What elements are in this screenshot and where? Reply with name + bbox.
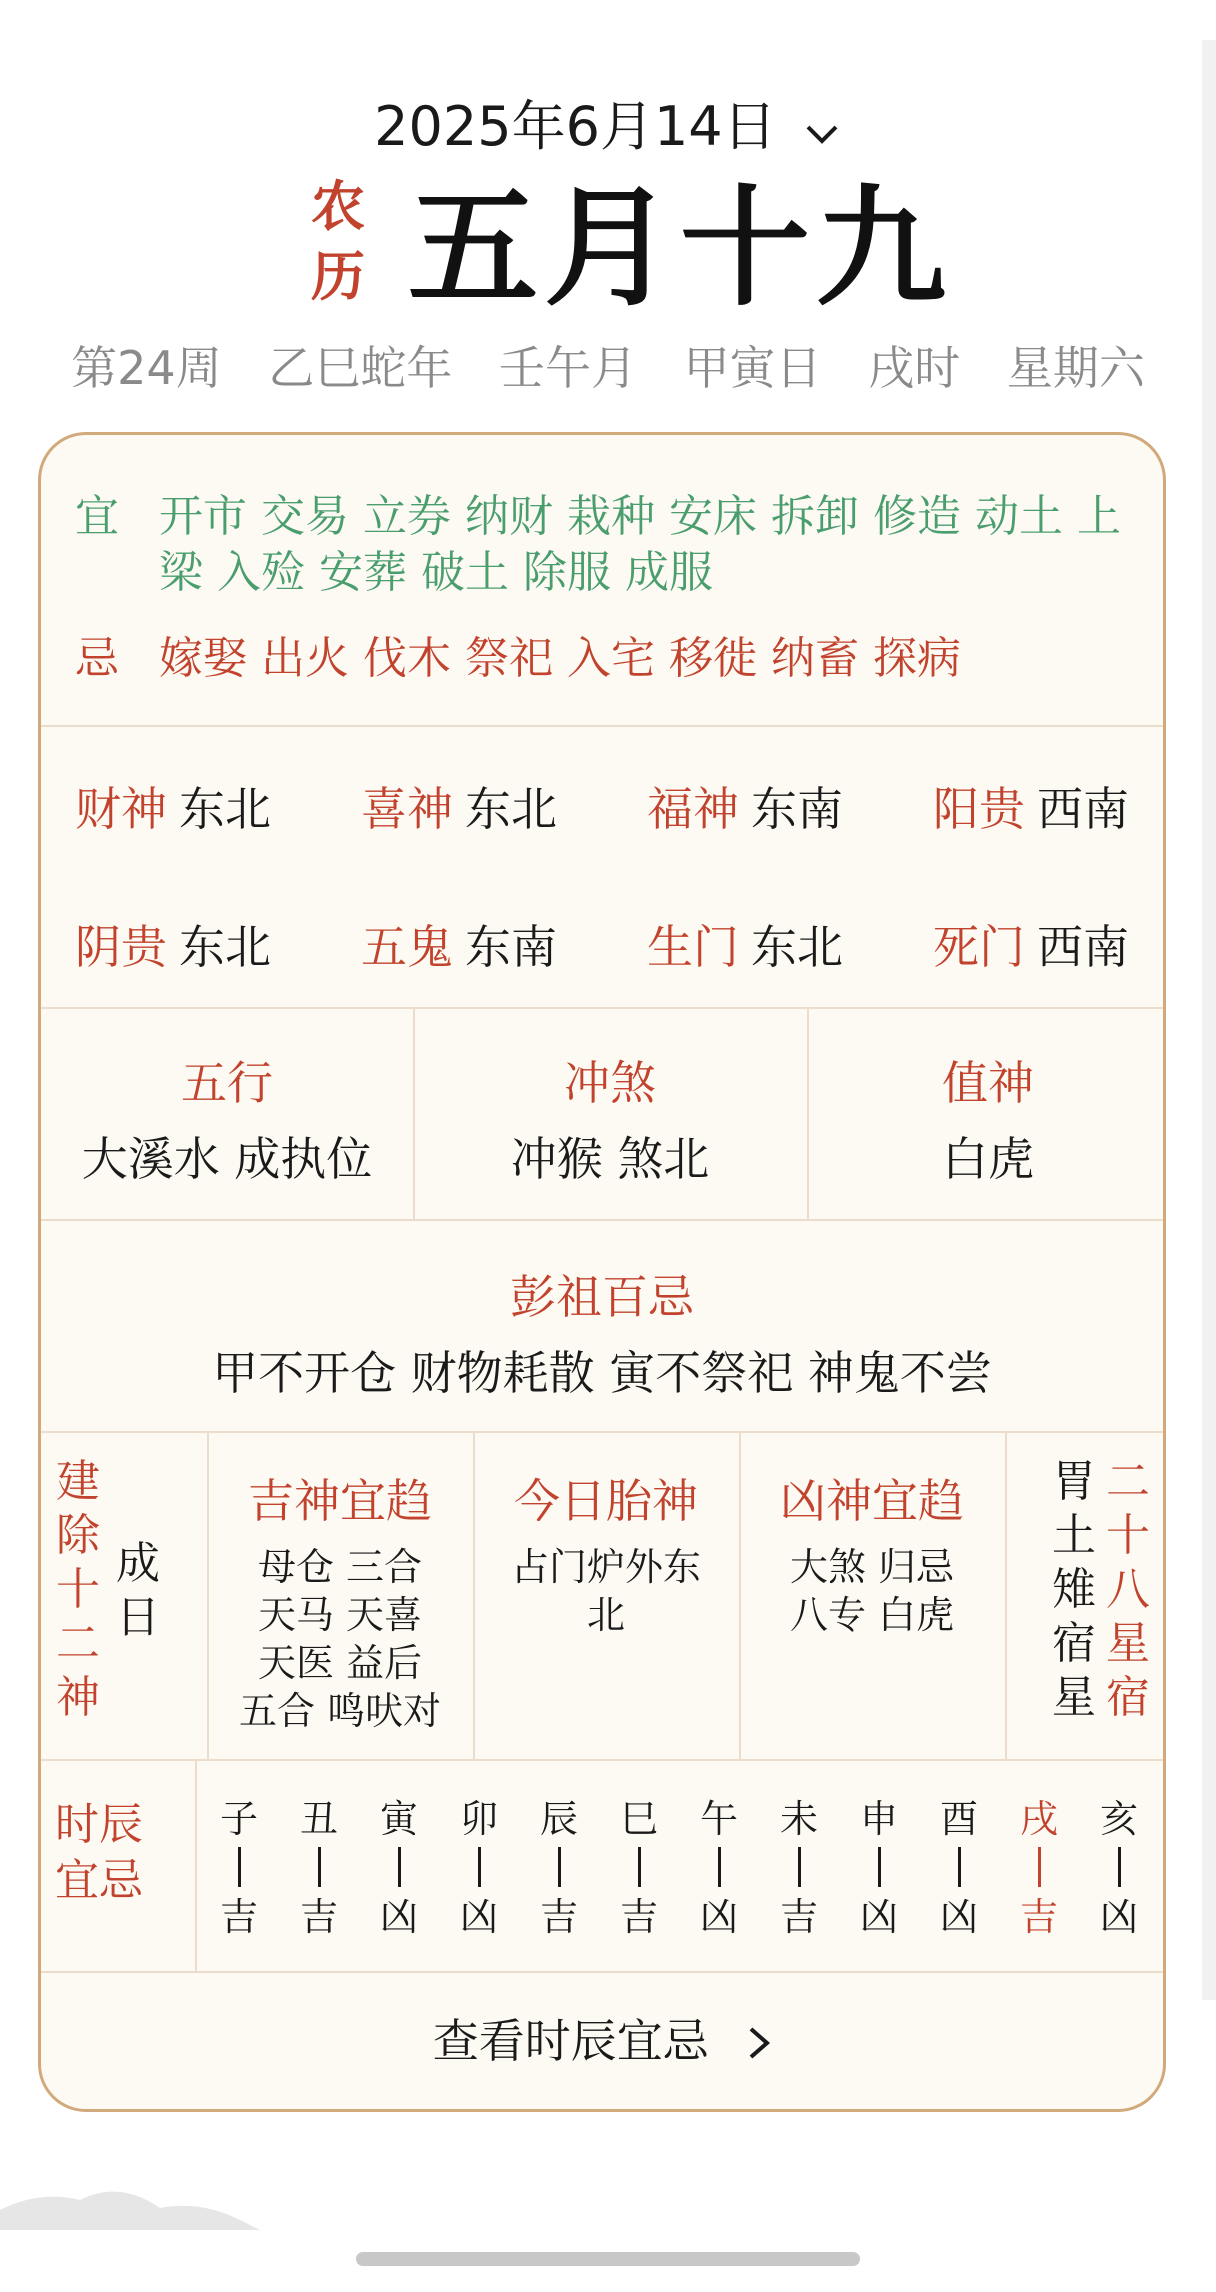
hour-bar: [238, 1847, 241, 1887]
direction-value: 西南: [1037, 920, 1129, 974]
chongsha-title: 冲煞: [564, 1056, 656, 1110]
direction-name: 阳贵: [933, 782, 1025, 836]
xingxiu-label-char: 宿: [1106, 1672, 1150, 1723]
hour-branch: 卯: [459, 1797, 498, 1841]
hour-item-you[interactable]: [929, 1795, 989, 1941]
xingxiu-label-char: 八: [1106, 1564, 1150, 1615]
jianchu-label-char: 建: [56, 1456, 100, 1507]
shichen-label-line: 宜忌: [55, 1855, 143, 1906]
direction-item: [361, 773, 557, 839]
hour-branch: 寅: [379, 1797, 418, 1841]
xiongshen-list: [739, 1543, 1005, 1639]
zhishen-value: 白虎: [942, 1132, 1034, 1186]
almanac-card: [38, 432, 1166, 2112]
ji-item: 入宅: [567, 633, 655, 684]
hour-item-zi[interactable]: [209, 1795, 269, 1941]
divider: [195, 1759, 197, 1971]
hour-luck: 凶: [1099, 1895, 1138, 1939]
xingxiu-value-char: 土: [1052, 1510, 1096, 1561]
direction-value: 东北: [751, 920, 843, 974]
yi-item: 上梁: [159, 491, 1121, 598]
xingxiu-label-char: 星: [1106, 1618, 1150, 1669]
yi-list: [159, 489, 1159, 601]
zhishen-title: 值神: [942, 1056, 1034, 1110]
hour-branch: 酉: [939, 1797, 978, 1841]
hour-bar: [798, 1847, 801, 1887]
shichen-label: [55, 1797, 143, 1909]
hour-item-chen[interactable]: [529, 1795, 589, 1941]
week-number: 第24周: [71, 341, 222, 395]
hour-bar: [638, 1847, 641, 1887]
hour-item-shen[interactable]: [849, 1795, 909, 1941]
direction-value: 东南: [465, 920, 557, 974]
hour-luck: 吉: [1019, 1895, 1058, 1939]
jianchu-value: [113, 1537, 163, 1645]
jianchu-value-char: 日: [116, 1592, 160, 1643]
direction-name: 福神: [647, 782, 739, 836]
jishen-line: 天马 天喜: [257, 1593, 423, 1637]
direction-item: [933, 911, 1129, 977]
xingxiu-label-char: 二: [1106, 1456, 1150, 1507]
yi-item: 栽种: [567, 491, 655, 542]
jianchu-label-char: 二: [56, 1618, 100, 1669]
ji-item: 探病: [873, 633, 961, 684]
hour-item-xu[interactable]: [1009, 1795, 1069, 1941]
hour-luck: 凶: [379, 1895, 418, 1939]
hour-branch: 未: [779, 1797, 818, 1841]
yi-item: 动土: [975, 491, 1063, 542]
year-ganzhi: 乙巳蛇年: [268, 341, 453, 395]
ji-item: 移徙: [669, 633, 757, 684]
taishen-line: 占门炉外东: [510, 1545, 701, 1589]
hour-item-yin[interactable]: [369, 1795, 429, 1941]
taishen-line: 北: [586, 1593, 625, 1637]
jianchu-label-char: 除: [56, 1510, 100, 1561]
hour-item-wei[interactable]: [769, 1795, 829, 1941]
shichen-label-line: 时辰: [55, 1799, 143, 1850]
hour-luck: 吉: [219, 1895, 258, 1939]
chongsha-value: 冲猴 煞北: [510, 1132, 710, 1186]
date-label: 2025年6月14日: [374, 95, 777, 158]
xiongshen-title: 凶神宜趋: [780, 1474, 964, 1528]
direction-value: 西南: [1037, 782, 1129, 836]
divider: [41, 1219, 1163, 1221]
hour-bar: [718, 1847, 721, 1887]
hour-item-wu[interactable]: [689, 1795, 749, 1941]
jishen-list: [207, 1543, 473, 1735]
divider: [41, 725, 1163, 727]
hour-luck: 吉: [779, 1895, 818, 1939]
divider: [1005, 1431, 1007, 1759]
direction-item: [75, 911, 271, 977]
hour-branch: 戌: [1019, 1797, 1058, 1841]
hour-luck: 凶: [939, 1895, 978, 1939]
hour-branch: 午: [699, 1797, 738, 1841]
yi-item: 开市: [159, 491, 247, 542]
hour-bar: [318, 1847, 321, 1887]
lunar-date: 五月十九: [408, 172, 953, 324]
hour-luck: 吉: [619, 1895, 658, 1939]
wuxing-title: 五行: [181, 1056, 273, 1110]
direction-value: 东北: [179, 920, 271, 974]
view-shichen-label: 查看时辰宜忌: [432, 2014, 709, 2068]
scrollbar[interactable]: [1202, 40, 1216, 2000]
hour-branch: 子: [219, 1797, 258, 1841]
xingxiu-value-char: 宿: [1052, 1618, 1096, 1669]
jianchu-label-char: 十: [56, 1564, 100, 1615]
yi-item: 修造: [873, 491, 961, 542]
hour-luck: 凶: [459, 1895, 498, 1939]
ji-item: 纳畜: [771, 633, 859, 684]
yi-item: 安葬: [319, 547, 407, 598]
divider: [41, 1007, 1163, 1009]
jishen-line: 母仓 三合: [257, 1545, 423, 1589]
ji-item: 伐木: [363, 633, 451, 684]
jianchu-label-char: 神: [56, 1672, 100, 1723]
wuxing-value: 大溪水 成执位: [81, 1132, 373, 1186]
direction-item: [647, 911, 843, 977]
divider: [41, 1759, 1163, 1761]
hour-luck: 吉: [539, 1895, 578, 1939]
pengzu-value: 甲不开仓 财物耗散 寅不祭祀 神鬼不尝: [212, 1346, 992, 1400]
direction-name: 死门: [933, 920, 1025, 974]
yi-item: 入殓: [217, 547, 305, 598]
chevron-down-icon: [802, 99, 842, 162]
ji-item: 嫁娶: [159, 633, 247, 684]
lunar-date-row: [0, 172, 1216, 322]
xingxiu-label-char: 十: [1106, 1510, 1150, 1561]
yi-item: 成服: [625, 547, 713, 598]
day-ganzhi: 甲寅日: [683, 341, 822, 395]
hour-branch: 巳: [619, 1797, 658, 1841]
xiongshen-line: 大煞 归忌: [789, 1545, 955, 1589]
direction-name: 阴贵: [75, 920, 167, 974]
ji-item: 祭祀: [465, 633, 553, 684]
direction-item: [647, 773, 843, 839]
home-indicator[interactable]: [356, 2252, 860, 2266]
lunar-tag: [308, 172, 368, 312]
date-selector[interactable]: [0, 84, 1216, 162]
yi-label: 宜: [75, 491, 119, 542]
hour-branch: 丑: [299, 1797, 338, 1841]
xingxiu-label: [1103, 1455, 1153, 1725]
hour-item-chou[interactable]: [289, 1795, 349, 1941]
yi-item: 交易: [261, 491, 349, 542]
taishen-title: 今日胎神: [514, 1474, 698, 1528]
jishen-line: 五合 鸣吠对: [238, 1689, 442, 1733]
lunar-tag-char: 历: [311, 245, 365, 308]
jianchu-value-char: 成: [116, 1538, 160, 1589]
hour-luck: 凶: [859, 1895, 898, 1939]
month-ganzhi: 壬午月: [498, 341, 637, 395]
pengzu-title: 彭祖百忌: [510, 1270, 694, 1324]
hour-bar: [958, 1847, 961, 1887]
weekday: 星期六: [1006, 341, 1145, 395]
hour-luck: 吉: [299, 1895, 338, 1939]
ji-list: [159, 631, 1159, 687]
direction-value: 东南: [751, 782, 843, 836]
jishen-title: 吉神宜趋: [248, 1474, 432, 1528]
hour-luck: 凶: [699, 1895, 738, 1939]
direction-name: 生门: [647, 920, 739, 974]
hour-branch: 申: [859, 1797, 898, 1841]
hour-bar: [478, 1847, 481, 1887]
taishen-list: [473, 1543, 739, 1639]
hour-ganzhi: 戌时: [868, 341, 961, 395]
direction-name: 财神: [75, 782, 167, 836]
hour-bar: [558, 1847, 561, 1887]
direction-name: 五鬼: [361, 920, 453, 974]
hour-bar: [1038, 1847, 1041, 1887]
jianchu-label: [53, 1455, 103, 1725]
direction-item: [75, 773, 271, 839]
ji-label: 忌: [75, 633, 119, 684]
lunar-tag-char: 农: [311, 175, 365, 238]
yi-item: 拆卸: [771, 491, 859, 542]
yi-item: 除服: [523, 547, 611, 598]
direction-value: 东北: [179, 782, 271, 836]
hour-item-si[interactable]: [609, 1795, 669, 1941]
xingxiu-value-char: 雉: [1052, 1564, 1096, 1615]
hour-bar: [398, 1847, 401, 1887]
xingxiu-value: [1049, 1455, 1099, 1725]
yi-item: 破土: [421, 547, 509, 598]
chevron-right-icon: [747, 2018, 771, 2072]
xingxiu-value-char: 星: [1052, 1672, 1096, 1723]
mountain-decoration: [0, 2170, 260, 2230]
yi-item: 安床: [669, 491, 757, 542]
jishen-line: 天医 益后: [257, 1641, 423, 1685]
divider: [41, 1971, 1163, 1973]
hour-branch: 亥: [1099, 1797, 1138, 1841]
direction-name: 喜神: [361, 782, 453, 836]
direction-value: 东北: [465, 782, 557, 836]
hour-item-hai[interactable]: [1089, 1795, 1149, 1941]
hour-bar: [878, 1847, 881, 1887]
xiongshen-line: 八专 白虎: [789, 1593, 955, 1637]
hour-branch: 辰: [539, 1797, 578, 1841]
divider: [41, 1431, 1163, 1433]
hour-item-mao[interactable]: [449, 1795, 509, 1941]
direction-item: [933, 773, 1129, 839]
ji-item: 出火: [261, 633, 349, 684]
yi-item: 立券: [363, 491, 451, 542]
direction-item: [361, 911, 557, 977]
yi-item: 纳财: [465, 491, 553, 542]
xingxiu-value-char: 胃: [1052, 1456, 1096, 1507]
hour-bar: [1118, 1847, 1121, 1887]
ganzhi-line: [0, 332, 1216, 398]
view-shichen-button[interactable]: [41, 2005, 1163, 2072]
